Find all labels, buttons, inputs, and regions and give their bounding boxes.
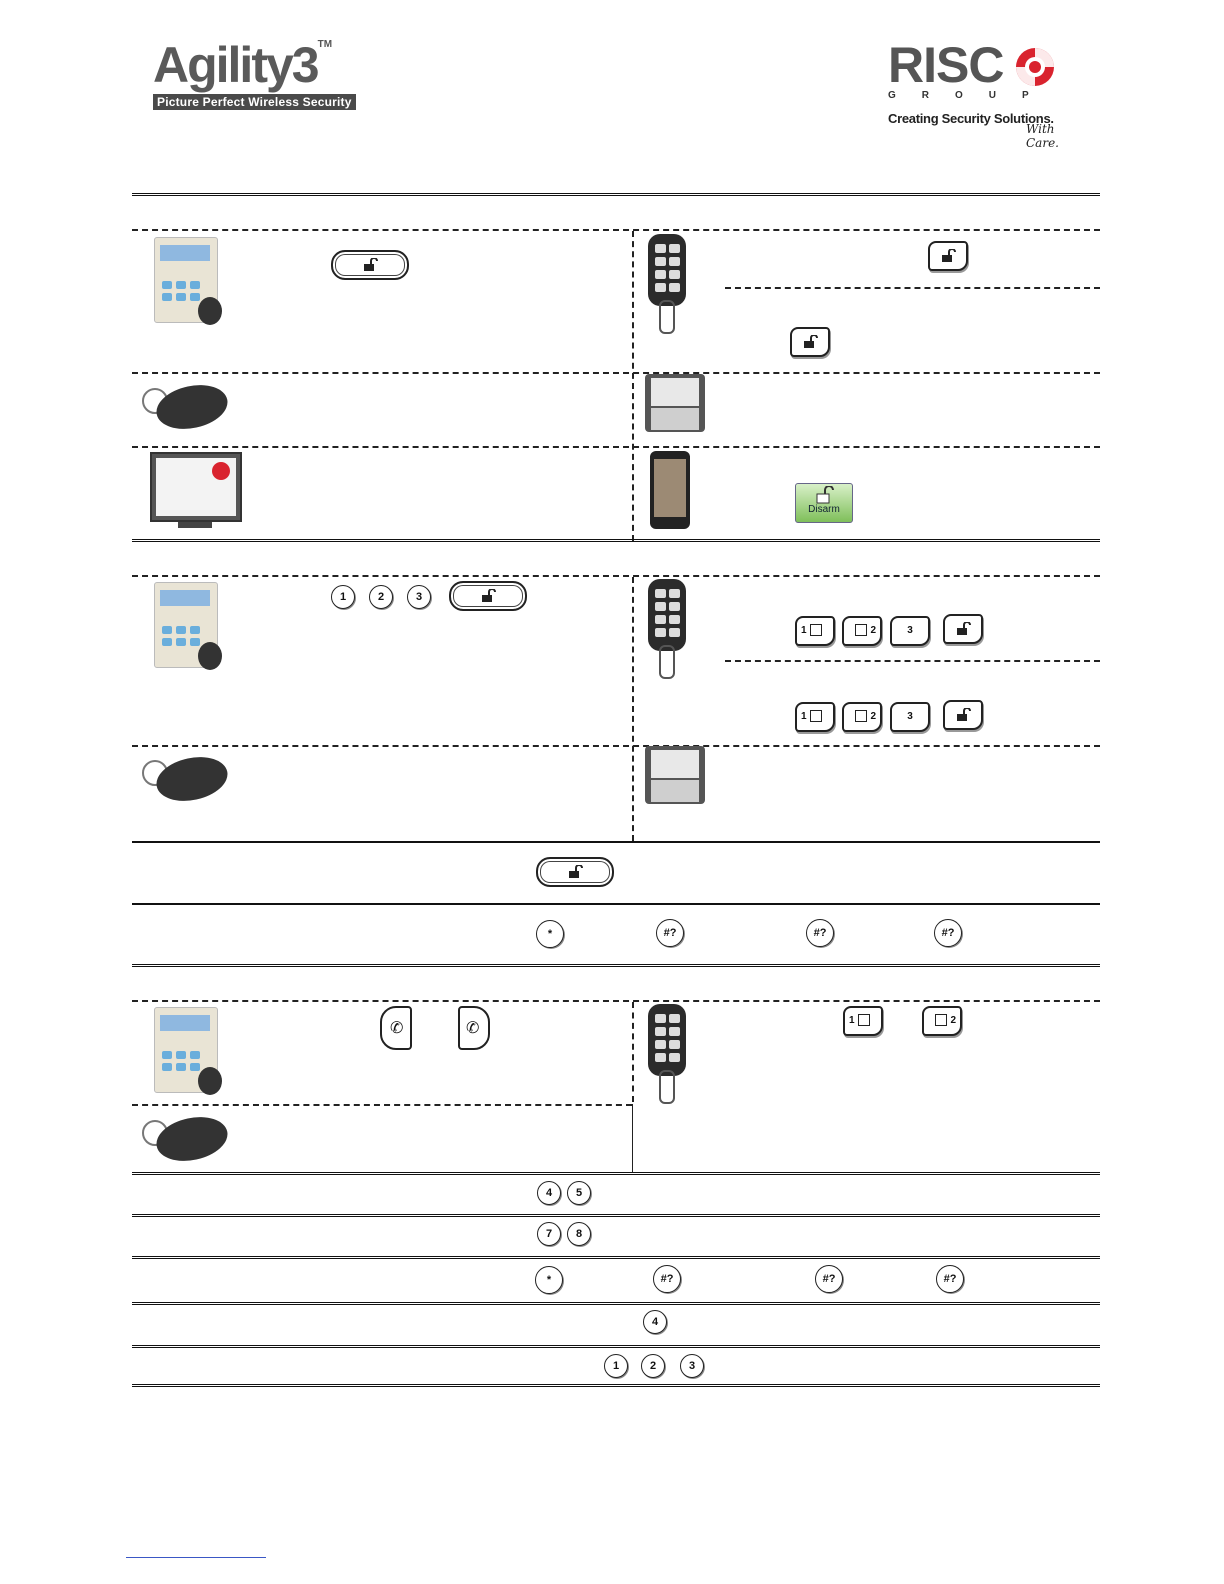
divider — [132, 1000, 1100, 1002]
user-2-icon — [855, 710, 867, 722]
agility-logo — [153, 37, 352, 120]
user-1-icon — [810, 710, 822, 722]
remote-key-2[interactable] — [842, 616, 882, 646]
user-2-icon — [855, 624, 867, 636]
user-1-icon — [858, 1014, 870, 1026]
unlock-icon — [480, 589, 496, 603]
4-button-keyfob-image — [142, 752, 232, 804]
section-rule — [132, 964, 1100, 967]
section-rule — [132, 1384, 1100, 1387]
remote-ring — [659, 645, 675, 679]
remote-key-1-label: 1 — [849, 1015, 855, 1026]
phone-handset-icon: ✆ — [390, 1020, 404, 1037]
divider — [132, 1104, 632, 1106]
unlock-icon — [940, 249, 956, 263]
divider — [725, 287, 1100, 289]
remote-key-2-label: 2 — [950, 1015, 956, 1026]
unlock-key-button[interactable] — [449, 581, 527, 611]
monitor-stand — [178, 522, 212, 528]
user-1-icon — [810, 624, 822, 636]
section-rule — [132, 1172, 1100, 1175]
disarm-app-button[interactable] — [795, 483, 853, 523]
unlock-icon — [362, 258, 378, 272]
remote-key-2[interactable] — [922, 1006, 962, 1036]
key-4[interactable]: 4 — [643, 1310, 667, 1334]
keypad-with-tag-image — [144, 235, 234, 327]
risco-logo — [888, 37, 1088, 150]
user-2-icon — [935, 1014, 947, 1026]
remote-key-1-label: 1 — [801, 711, 807, 722]
remote-key-2-label: 2 — [870, 711, 876, 722]
remote-ring — [659, 1070, 675, 1104]
8-button-remote-image — [648, 1004, 686, 1076]
remote-key-3[interactable]: 3 — [890, 616, 930, 646]
agility-tagline: Picture Perfect Wireless Security — [153, 94, 356, 110]
remote-key-2[interactable] — [842, 702, 882, 732]
column-divider — [632, 1002, 634, 1102]
agility-logo-number: 3 — [291, 37, 318, 93]
keypad-with-tag-image — [144, 1005, 234, 1097]
risco-logo-text: RISC — [888, 37, 1004, 93]
unlock-icon — [802, 335, 818, 349]
section-rule — [132, 1302, 1100, 1305]
divider — [132, 575, 1100, 577]
phone-handset-key[interactable] — [380, 1006, 412, 1050]
key-hash[interactable]: #? — [806, 919, 834, 947]
remote-unlock-key[interactable] — [943, 614, 983, 644]
mobile-phone-image — [645, 746, 705, 804]
key-2[interactable]: 2 — [369, 585, 393, 609]
risco-care: With Care. — [1026, 122, 1059, 150]
column-divider — [632, 1104, 633, 1172]
risco-o-logo-icon — [1014, 46, 1056, 88]
remote-key-1[interactable] — [795, 702, 835, 732]
section-rule — [132, 193, 1100, 196]
section-rule — [132, 903, 1100, 905]
disarm-label: Disarm — [808, 504, 840, 515]
footer-link-underline[interactable] — [126, 1557, 266, 1558]
key-hash[interactable]: #? — [653, 1265, 681, 1293]
key-hash[interactable]: #? — [934, 919, 962, 947]
8-button-remote-image — [648, 234, 686, 306]
key-3[interactable]: 3 — [680, 1354, 704, 1378]
4-button-keyfob-image — [142, 1112, 232, 1164]
mobile-phone-image — [645, 374, 705, 432]
section-rule — [132, 539, 1100, 542]
unlock-key-button[interactable] — [331, 250, 409, 280]
column-divider — [632, 577, 634, 841]
unlock-key-button[interactable] — [536, 857, 614, 887]
remote-ring — [659, 300, 675, 334]
remote-key-3[interactable]: 3 — [890, 702, 930, 732]
remote-unlock-key[interactable] — [790, 327, 830, 357]
unlock-icon — [567, 865, 583, 879]
divider — [132, 745, 1100, 747]
key-1[interactable]: 1 — [331, 585, 355, 609]
remote-unlock-key[interactable] — [928, 241, 968, 271]
key-2[interactable]: 2 — [641, 1354, 665, 1378]
risco-tagline: Creating Security Solutions. — [888, 111, 1054, 126]
agility-tm: TM — [317, 39, 333, 50]
divider — [725, 660, 1100, 662]
phone-hangup-key[interactable] — [458, 1006, 490, 1050]
remote-key-1[interactable] — [843, 1006, 883, 1036]
remote-key-1[interactable] — [795, 616, 835, 646]
agility-logo-text: Agility — [153, 37, 292, 93]
risco-group: GROUP — [888, 90, 1055, 101]
key-7[interactable]: 7 — [537, 1222, 561, 1246]
column-divider — [632, 231, 634, 541]
section-rule — [132, 1214, 1100, 1217]
key-hash[interactable]: #? — [936, 1265, 964, 1293]
unlock-icon — [813, 486, 835, 504]
section-rule — [132, 1345, 1100, 1348]
remote-unlock-key[interactable] — [943, 700, 983, 730]
smartphone-app-image — [650, 451, 690, 529]
unlock-icon — [955, 622, 971, 636]
key-star[interactable]: * — [535, 1266, 563, 1294]
key-8[interactable]: 8 — [567, 1222, 591, 1246]
4-button-keyfob-image — [142, 380, 232, 432]
key-3[interactable]: 3 — [407, 585, 431, 609]
phone-hangup-icon: ✆ — [466, 1020, 480, 1037]
web-application-monitor-image — [150, 452, 242, 522]
key-1[interactable]: 1 — [604, 1354, 628, 1378]
unlock-icon — [955, 708, 971, 722]
divider — [132, 229, 1100, 231]
remote-key-1-label: 1 — [801, 625, 807, 636]
key-star[interactable]: * — [536, 920, 564, 948]
key-5[interactable]: 5 — [567, 1181, 591, 1205]
key-4[interactable]: 4 — [537, 1181, 561, 1205]
divider — [132, 372, 1100, 374]
section-rule — [132, 1256, 1100, 1259]
8-button-remote-image — [648, 579, 686, 651]
key-hash[interactable]: #? — [656, 919, 684, 947]
key-hash[interactable]: #? — [815, 1265, 843, 1293]
divider — [132, 446, 1100, 448]
remote-key-2-label: 2 — [870, 625, 876, 636]
keypad-with-tag-image — [144, 580, 234, 672]
section-rule — [132, 841, 1100, 843]
